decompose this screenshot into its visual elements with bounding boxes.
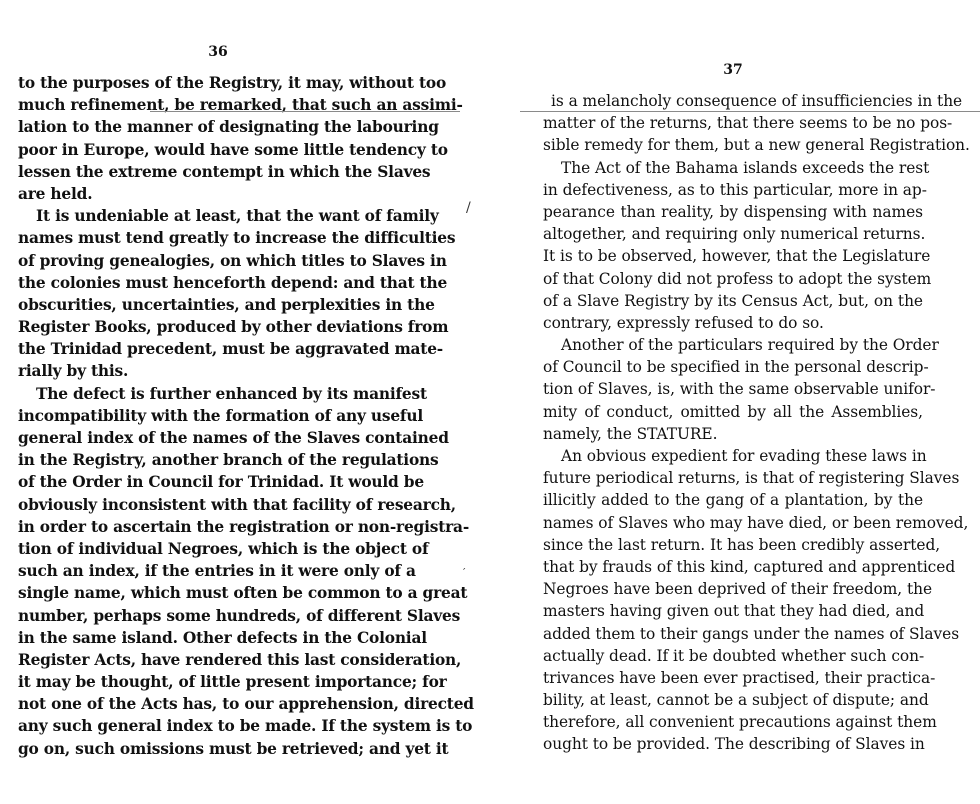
right-page-number: 37 xyxy=(723,62,743,78)
text-line: trivances have been ever practised, their practica- xyxy=(543,668,936,687)
text-line: of that Colony did not profess to adopt the system xyxy=(543,269,932,288)
text-line: general index of the names of the Slaves contained xyxy=(18,429,449,447)
text-line: ought to be provided. The describing of Slaves in xyxy=(543,735,925,754)
right-page xyxy=(543,0,970,804)
right-page-body xyxy=(543,90,970,756)
text-line: masters having given out that they had died, and xyxy=(543,602,925,621)
text-line: not one of the Acts has, to our apprehension, directed xyxy=(18,695,474,714)
text-line: of proving genealogies, on which titles to Slaves in xyxy=(18,251,447,270)
scan-fold-line-left xyxy=(150,111,460,112)
text-line: altogether, and requiring only numerical returns. xyxy=(543,225,926,244)
text-line: bility, at least, cannot be a subject of dispute; and xyxy=(543,691,929,710)
text-line: tion of individual Negroes, which is the object of xyxy=(18,539,429,558)
text-line: mity of conduct, omitted by all the Assemblies, xyxy=(543,402,923,421)
text-line: is a melancholy consequence of insufficiencies in the xyxy=(551,92,963,110)
text-line: Register Acts, have rendered this last consideration, xyxy=(18,650,462,669)
text-line: are held. xyxy=(18,184,93,203)
text-line: The defect is further enhanced by its manifest xyxy=(36,384,427,403)
text-line: of the Order in Council for Trinidad. It would be xyxy=(18,473,424,492)
text-line: names must tend greatly to increase the difficulties xyxy=(18,229,456,248)
text-line: rially by this. xyxy=(18,362,129,381)
text-line: to the purposes of the Registry, it may, without too xyxy=(18,74,447,92)
text-line: the Trinidad precedent, must be aggravated mate- xyxy=(18,340,443,359)
text-line: Register Books, produced by other deviations from xyxy=(18,318,449,337)
text-line: obscurities, uncertainties, and perplexities in the xyxy=(18,295,435,314)
left-page xyxy=(18,0,474,804)
text-line: since the last return. It has been credibly asserted, xyxy=(543,535,941,554)
text-line: actually dead. If it be doubted whether such con- xyxy=(543,646,925,665)
left-page-body xyxy=(18,72,474,760)
text-line: it may be thought, of little present importance; for xyxy=(18,673,447,692)
text-line: therefore, all convenient precautions against them xyxy=(543,713,937,732)
text-line: An obvious expedient for evading these laws in xyxy=(561,447,927,465)
text-line: Another of the particulars required by the Order xyxy=(561,336,939,355)
text-line: added them to their gangs under the names of Slaves xyxy=(543,624,960,643)
text-line: lessen the extreme contempt in which the Slaves xyxy=(18,162,431,181)
text-line: matter of the returns, that there seems to be no pos- xyxy=(543,114,953,133)
text-line: in defectiveness, as to this particular, more in ap- xyxy=(543,180,927,199)
text-line: tion of Slaves, is, with the same observable unifor- xyxy=(543,380,936,399)
text-line: of a Slave Registry by its Census Act, but, on the xyxy=(543,291,923,310)
text-line: names of Slaves who may have died, or been removed, xyxy=(543,513,969,532)
text-line: It is undeniable at least, that the want of family xyxy=(36,207,439,226)
text-line: sible remedy for them, but a new general Registration. xyxy=(543,136,970,155)
text-line: poor in Europe, would have some little tendency to xyxy=(18,140,448,159)
text-line: number, perhaps some hundreds, of different Slaves xyxy=(18,606,461,625)
text-line: It is to be observed, however, that the Legislature xyxy=(543,247,931,266)
text-line: pearance than reality, by dispensing with names xyxy=(543,202,923,221)
text-line: in order to ascertain the registration or non-registra- xyxy=(18,517,470,536)
margin-mark: / xyxy=(466,200,471,216)
text-line: obviously inconsistent with that facility of research, xyxy=(18,495,456,514)
text-line: the colonies must henceforth depend: and that the xyxy=(18,273,448,292)
text-line: future periodical returns, is that of registering Slaves xyxy=(543,469,960,488)
text-line: The Act of the Bahama islands exceeds the rest xyxy=(561,158,930,177)
text-line: that by frauds of this kind, captured and apprenticed xyxy=(543,557,956,576)
text-line: much refinement, be remarked, that such an assimi- xyxy=(18,96,463,115)
text-line: such an index, if the entries in it were only of a xyxy=(18,562,416,581)
text-line: contrary, expressly refused to do so. xyxy=(543,313,824,332)
text-line: in the same island. Other defects in the Colonial xyxy=(18,628,427,647)
left-page-number: 36 xyxy=(208,44,228,60)
text-line: in the Registry, another branch of the regulations xyxy=(18,451,439,470)
margin-mark: ′ xyxy=(463,566,466,579)
text-line: incompatibility with the formation of any useful xyxy=(18,406,423,425)
text-line: single name, which must often be common to a great xyxy=(18,584,468,603)
text-line: namely, the STATURE. xyxy=(543,424,718,443)
text-line: of Council to be specified in the personal descrip- xyxy=(543,358,929,377)
text-line: any such general index to be made. If the system is to xyxy=(18,717,473,736)
text-line: illicitly added to the gang of a plantation, by the xyxy=(543,491,923,510)
text-line: Negroes have been deprived of their freedom, the xyxy=(543,580,933,599)
text-line: go on, such omissions must be retrieved; and yet it xyxy=(18,739,449,758)
text-line: lation to the manner of designating the labouring xyxy=(18,118,439,137)
